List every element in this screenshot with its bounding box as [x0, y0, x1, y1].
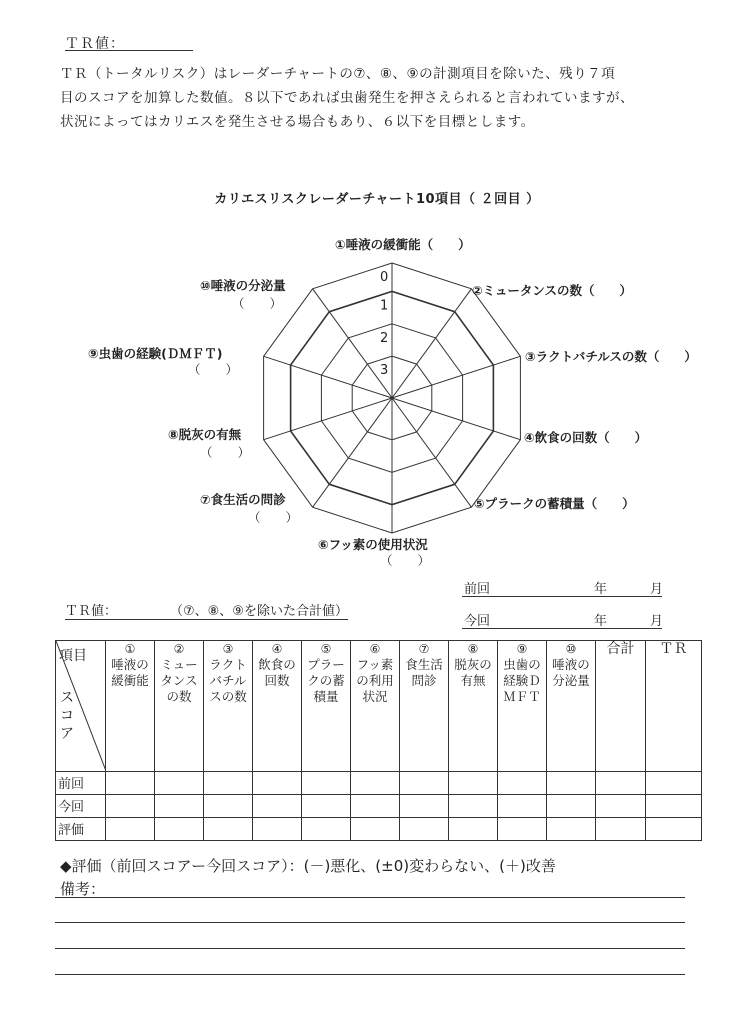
date-current-label: 今回: [464, 614, 491, 629]
radar-spoke: [392, 398, 471, 507]
score-cell[interactable]: [204, 795, 253, 818]
score-cell[interactable]: [646, 818, 702, 841]
score-cell[interactable]: [449, 818, 498, 841]
header-col-1: ① 唾液の緩衝能: [106, 641, 155, 772]
tr-description-line: ＴＲ（トータルリスク）はレーダーチャートの⑦、⑧、⑨の計測項目を除いた、残り７項: [60, 66, 616, 82]
row-label-previous: 前回: [56, 772, 106, 795]
score-cell[interactable]: [204, 772, 253, 795]
score-cell[interactable]: [155, 772, 204, 795]
axis-value-10: （ ）: [232, 296, 283, 311]
score-table: [55, 640, 702, 841]
date-current-month: 月: [650, 614, 664, 629]
header-col-6: ⑥ フッ素の利用状況: [351, 641, 400, 772]
tr-heading: ＴＲ値：: [65, 36, 125, 52]
score-cell[interactable]: [596, 818, 646, 841]
score-cell[interactable]: [646, 772, 702, 795]
score-cell[interactable]: [302, 772, 351, 795]
axis-label-3: ③ラクトバチルスの数（ ）: [525, 349, 697, 364]
score-cell[interactable]: [351, 818, 400, 841]
row-label-current: 今回: [56, 795, 106, 818]
header-col-3: ③ ラクトバチルスの数: [204, 641, 253, 772]
radar-scale-label: 0: [380, 270, 389, 285]
score-cell[interactable]: [498, 772, 547, 795]
score-cell[interactable]: [253, 795, 302, 818]
axis-label-1: ①唾液の緩衝能（ ）: [335, 237, 471, 252]
axis-value-9: （ ）: [188, 362, 239, 377]
header-col-10: ⑩ 唾液の分泌量: [547, 641, 596, 772]
axis-label-10: ⑩唾液の分泌量: [200, 278, 286, 293]
radar-scale-label: 1: [380, 298, 389, 314]
axis-label-5: ⑤プラークの蓄積量（ ）: [474, 496, 635, 511]
corner-top-label: 項目: [59, 648, 87, 664]
date-previous-year: 年: [594, 582, 608, 597]
axis-label-6: ⑥フッ素の使用状況: [318, 537, 428, 552]
axis-value-6: （ ）: [380, 553, 431, 568]
row-label-evaluation: 評価: [56, 818, 106, 841]
score-cell[interactable]: [155, 818, 204, 841]
score-cell[interactable]: [400, 772, 449, 795]
header-col-4: ④ 飲食の回数: [253, 641, 302, 772]
radar-spoke: [313, 398, 392, 507]
date-previous-month: 月: [650, 582, 664, 597]
date-current-year: 年: [594, 614, 608, 629]
score-cell[interactable]: [204, 818, 253, 841]
header-col-tr: ＴＲ: [646, 641, 702, 772]
score-cell[interactable]: [106, 818, 155, 841]
header-col-8: ⑧ 脱灰の有無: [449, 641, 498, 772]
score-cell[interactable]: [400, 795, 449, 818]
tr-value-line: [65, 600, 348, 620]
axis-value-7: （ ）: [248, 510, 299, 525]
score-cell[interactable]: [302, 818, 351, 841]
tr-value-label: ＴＲ値：: [65, 600, 170, 620]
axis-label-4: ④飲食の回数（ ）: [524, 430, 648, 445]
score-cell[interactable]: [449, 795, 498, 818]
score-cell[interactable]: [302, 795, 351, 818]
axis-label-2: ②ミュータンスの数（ ）: [472, 283, 632, 298]
radar-scale-label: 2: [380, 330, 389, 346]
axis-label-7: ⑦食生活の問診: [200, 492, 286, 507]
axis-label-9: ⑨虫歯の経験(ＤＭＦＴ): [88, 346, 223, 361]
remarks-line[interactable]: [55, 948, 685, 949]
score-cell[interactable]: [106, 772, 155, 795]
date-previous-label: 前回: [464, 582, 491, 597]
score-cell[interactable]: [253, 772, 302, 795]
score-cell[interactable]: [351, 772, 400, 795]
radar-spoke: [392, 289, 471, 398]
axis-value-8: （ ）: [200, 445, 251, 460]
score-cell[interactable]: [155, 795, 204, 818]
tr-value-note: （⑦、⑧、⑨を除いた合計値）: [170, 604, 348, 619]
score-cell[interactable]: [253, 818, 302, 841]
remarks-label: 備考：: [60, 880, 106, 898]
remarks-line[interactable]: [55, 974, 685, 975]
score-cell[interactable]: [596, 772, 646, 795]
score-cell[interactable]: [646, 795, 702, 818]
table-row: [56, 795, 702, 818]
score-cell[interactable]: [449, 772, 498, 795]
score-cell[interactable]: [547, 772, 596, 795]
corner-bottom-label: スコア: [60, 690, 74, 742]
score-cell[interactable]: [596, 795, 646, 818]
score-cell[interactable]: [400, 818, 449, 841]
score-cell[interactable]: [547, 818, 596, 841]
chart-title: カリエスリスクレーダーチャート10項目（ ２回目 ）: [214, 192, 540, 207]
remarks-line[interactable]: [55, 922, 685, 923]
date-previous[interactable]: [462, 578, 662, 597]
table-row: [56, 772, 702, 795]
score-cell[interactable]: [498, 795, 547, 818]
radar-grid: [264, 263, 521, 533]
score-cell[interactable]: [547, 795, 596, 818]
score-cell[interactable]: [351, 795, 400, 818]
tr-description-line: 目のスコアを加算した数値。８以下であれば虫歯発生を押さえられると言われていますが、: [60, 90, 634, 106]
header-col-total: 合計: [596, 641, 646, 772]
header-col-5: ⑤ プラークの蓄積量: [302, 641, 351, 772]
score-cell[interactable]: [498, 818, 547, 841]
header-col-9: ⑨ 虫歯の経験ＤＭＦＴ: [498, 641, 547, 772]
score-table-header: [56, 641, 702, 772]
header-col-7: ⑦ 食生活問診: [400, 641, 449, 772]
tr-description-line: 状況によってはカリエスを発生させる場合もあり、６以下を目標とします。: [60, 114, 535, 130]
axis-label-8: ⑧脱灰の有無: [168, 427, 242, 442]
table-row: [56, 818, 702, 841]
score-cell[interactable]: [106, 795, 155, 818]
header-corner: [56, 641, 106, 772]
radar-scale-label: 3: [380, 363, 389, 379]
header-col-2: ② ミュータンスの数: [155, 641, 204, 772]
remarks-line[interactable]: [55, 897, 685, 898]
evaluation-note: ◆評価（前回スコアー今回スコア）：(－)悪化、(±0)変わらない、(＋)改善: [60, 857, 556, 875]
radar-scale-labels: [380, 270, 388, 378]
date-current[interactable]: [462, 610, 662, 629]
date-block: [462, 578, 672, 638]
